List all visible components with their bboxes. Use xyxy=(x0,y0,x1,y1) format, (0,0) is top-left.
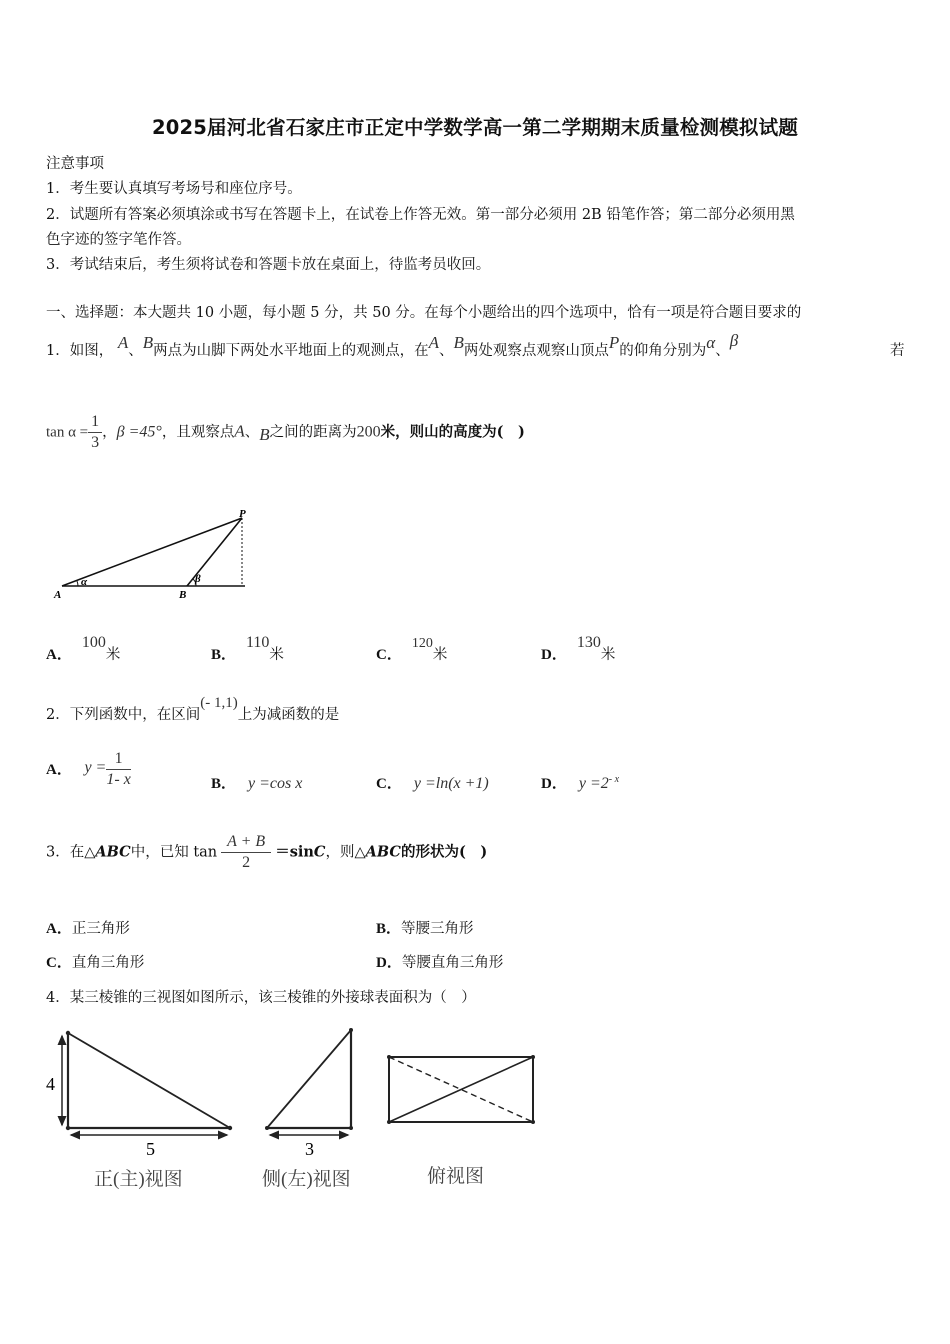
q1-text8: 米，则山的高度为( ) xyxy=(380,423,525,441)
q3-option-b-letter: B． xyxy=(376,921,402,937)
q1-option-a-value: 100 xyxy=(81,634,106,651)
q1-text4: 的仰角分别为 xyxy=(619,343,707,359)
q4-side-width: 3 xyxy=(305,1139,314,1159)
q1-option-c-unit: 米 xyxy=(432,647,448,663)
q2-option-a-num: 1 xyxy=(106,749,130,770)
q1-figure xyxy=(40,505,260,605)
q2-number: 2． xyxy=(46,707,70,723)
q4-stem xyxy=(46,986,476,1007)
q2-text2: 上为减函数的是 xyxy=(237,707,340,723)
notice-item-2-cont: 色字迹的签字笔作答。 xyxy=(46,232,191,248)
q4-number: 4． xyxy=(46,990,70,1006)
q1-option-b-value: 110 xyxy=(246,634,270,651)
q3-option-d[interactable] xyxy=(376,951,503,972)
q1-fig-p: P xyxy=(239,508,246,520)
q1-sep-4: 、 xyxy=(244,424,260,441)
q3-stem xyxy=(46,832,487,873)
q2-option-c[interactable] xyxy=(376,772,489,793)
q2-option-b-letter: B． xyxy=(211,776,237,792)
q3-number: 3． xyxy=(46,844,70,861)
q1-tan-fraction xyxy=(88,412,102,453)
q2-option-a-letter: A． xyxy=(46,761,72,778)
q4-front-view xyxy=(62,1031,232,1135)
q2-option-b[interactable] xyxy=(211,772,302,793)
q1-point-b-2: B xyxy=(453,333,464,352)
q3-option-c[interactable] xyxy=(46,951,144,972)
notice-heading: 注意事项 xyxy=(46,156,104,172)
q3-c: C xyxy=(313,843,326,861)
q1-tan-label: tan α = xyxy=(46,424,89,441)
q3-option-a-letter: A． xyxy=(46,921,72,937)
q4-top-caption: 俯视图 xyxy=(427,1166,485,1187)
q1-fig-alpha: α xyxy=(81,576,88,588)
q1-option-c-value: 120 xyxy=(411,636,433,651)
q1-option-a[interactable] xyxy=(46,634,121,664)
q1-distance: 200 xyxy=(356,423,381,441)
q3-abc: ABC xyxy=(95,843,131,861)
q4-three-views xyxy=(40,1022,560,1202)
q1-option-d-letter: D． xyxy=(541,647,567,663)
section-heading: 一、选择题：本大题共 10 小题，每小题 5 分，共 50 分。在每个小题给出的四个选项中，恰有一项是符合题目要求的 xyxy=(46,305,802,321)
q1-text2: 两点为山脚下两处水平地面上的观测点，在 xyxy=(153,343,429,359)
q2-option-a-lhs: y = xyxy=(84,758,107,776)
q1-text1: 如图， xyxy=(69,343,114,359)
q2-option-c-letter: C． xyxy=(376,776,402,792)
q1-frac-den: 3 xyxy=(91,434,100,451)
q1-line1 xyxy=(46,331,911,360)
q1-option-d[interactable] xyxy=(541,634,616,664)
q2-option-a-den: 1- x xyxy=(106,771,131,788)
q1-line2 xyxy=(46,412,525,453)
q1-beta-eq: β =45° xyxy=(116,423,162,441)
q2-option-d-base: y =2 xyxy=(578,775,609,792)
q3-frac-den: 2 xyxy=(242,854,251,871)
q2-interval: (- 1,1) xyxy=(200,695,238,711)
q1-option-c[interactable] xyxy=(376,636,448,664)
q2-option-d-letter: D． xyxy=(541,776,567,792)
q3-option-c-letter: C． xyxy=(46,955,72,971)
page-title: 2025届河北省石家庄市正定中学数学高一第二学期期末质量检测模拟试题 xyxy=(151,116,799,139)
q3-fraction xyxy=(221,832,271,873)
q1-point-b: B xyxy=(142,333,154,352)
q3-text1: 在△ xyxy=(69,844,96,861)
q3-option-a-text: 正三角形 xyxy=(71,921,130,937)
q1-option-c-letter: C． xyxy=(376,647,402,663)
q2-stem xyxy=(46,695,340,724)
q1-point-p: P xyxy=(608,333,620,352)
q4-front-height: 4 xyxy=(46,1074,55,1094)
q3-frac-num: A + B xyxy=(221,832,271,853)
q3-option-b-text: 等腰三角形 xyxy=(401,921,474,937)
q1-point-a: A xyxy=(117,333,129,352)
q3-text4: ，则△ xyxy=(325,844,366,861)
q1-point-b-3: B xyxy=(259,424,270,444)
q4-top-view xyxy=(387,1055,535,1124)
q2-option-c-expr: y =ln(x +1) xyxy=(413,775,489,792)
q2-option-a[interactable] xyxy=(46,749,131,790)
q4-text: 某三棱锥的三视图如图所示，该三棱锥的外接球表面积为（ ） xyxy=(69,990,476,1006)
q3-option-c-text: 直角三角形 xyxy=(71,955,145,971)
notice-item-3: 3．考试结束后，考生须将试卷和答题卡放在桌面上，待监考员收回。 xyxy=(46,257,491,273)
q1-fig-b: B xyxy=(179,589,187,601)
q4-front-caption: 正(主)视图 xyxy=(94,1169,183,1190)
q2-option-b-expr: y =cos x xyxy=(248,775,303,792)
q1-sep-3: 、 xyxy=(715,343,730,359)
q1-text5: 若 xyxy=(890,343,905,359)
q3-text2: 中，已知 tan xyxy=(130,844,218,861)
q1-frac-num: 1 xyxy=(88,412,102,433)
q1-option-d-value: 130 xyxy=(576,634,601,651)
q2-option-d[interactable] xyxy=(541,772,619,793)
q1-text6: ，且观察点 xyxy=(161,424,235,441)
q1-option-b-letter: B． xyxy=(211,647,237,663)
q1-beta: β xyxy=(729,331,739,350)
q3-option-a[interactable] xyxy=(46,917,130,938)
q2-option-a-fraction xyxy=(106,749,130,790)
q2-text1: 下列函数中，在区间 xyxy=(69,707,201,723)
notice-item-1: 1．考生要认真填写考场号和座位序号。 xyxy=(46,181,302,197)
q1-alpha: α xyxy=(706,333,716,352)
q1-sep-2: 、 xyxy=(439,343,454,359)
q3-option-d-text: 等腰直角三角形 xyxy=(401,955,504,971)
q1-option-b-unit: 米 xyxy=(269,647,284,663)
q1-point-a-2: A xyxy=(428,333,440,352)
q3-abc-2: ABC xyxy=(365,843,401,861)
notice-item-2: 2．试题所有答案必须填涂或书写在答题卡上，在试卷上作答无效。第一部分必须用 2B 铅笔作答；第二部分必须用黑 xyxy=(46,207,795,223)
q3-text5: 的形状为( ) xyxy=(400,843,488,861)
q1-sep: 、 xyxy=(128,343,143,359)
q1-option-b[interactable] xyxy=(211,634,284,664)
q3-option-b[interactable] xyxy=(376,917,474,938)
q1-fig-beta: β xyxy=(195,573,201,585)
q1-text3: 两处观察点观察山顶点 xyxy=(463,343,609,359)
q4-side-caption: 侧(左)视图 xyxy=(262,1169,351,1190)
q1-point-a-3: A xyxy=(234,421,245,441)
q1-comma: ， xyxy=(102,424,117,441)
q1-option-a-letter: A． xyxy=(46,647,72,663)
q3-text3: ＝sin xyxy=(275,843,314,861)
q1-option-a-unit: 米 xyxy=(105,647,121,663)
q1-number: 1． xyxy=(46,343,70,359)
q1-text7: 之间的距离为 xyxy=(269,424,357,441)
q4-front-width: 5 xyxy=(146,1139,155,1159)
q4-side-view xyxy=(265,1028,353,1135)
q2-option-d-exp: - x xyxy=(608,774,620,786)
q1-option-d-unit: 米 xyxy=(600,647,616,663)
q1-fig-a: A xyxy=(54,589,62,601)
q3-option-d-letter: D． xyxy=(376,955,402,971)
